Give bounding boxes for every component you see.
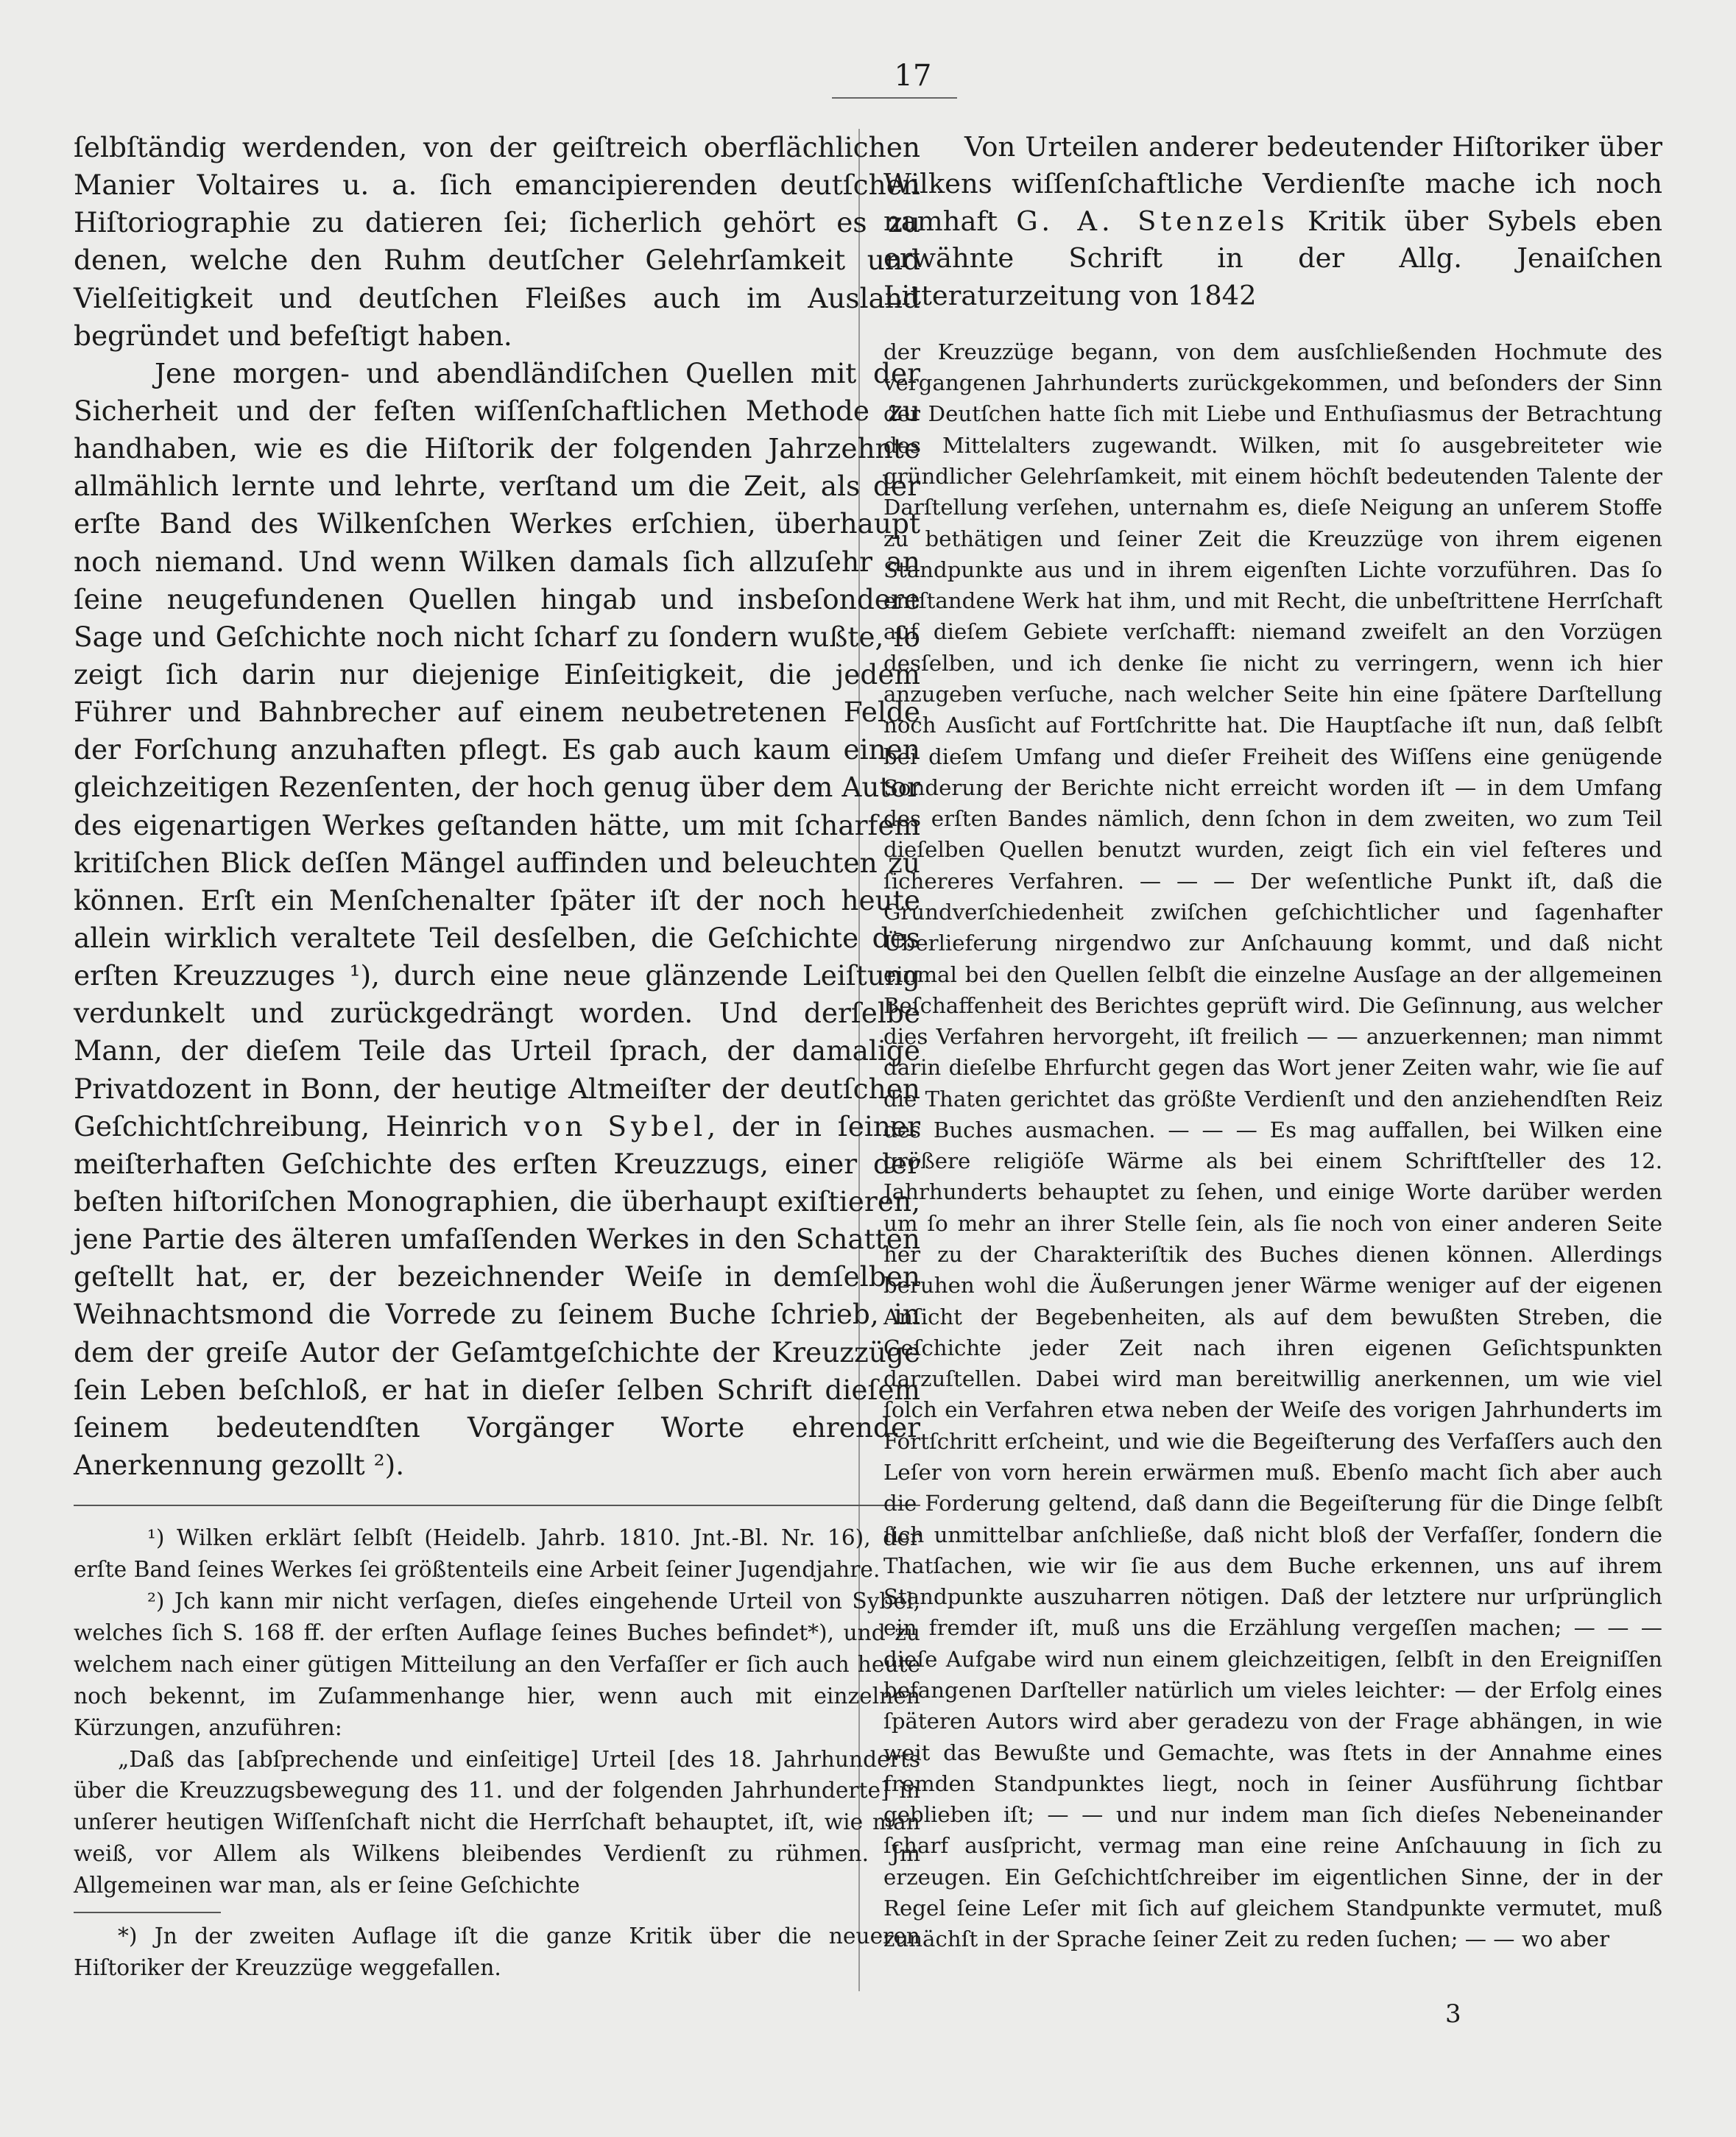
quotation-block: der Kreuzzüge begann, von dem ausſchließenden Hochmute des vergangenen Jahrhunderts zurückgekommen, und beſonders der Sinn der Deutſchen hatte ſich mit Liebe und Enthuſiasmus der Betrachtung des Mittelalters zugewandt. Wilken, mit ſo ausgebreiteter wie gründlicher Gelehrſamkeit, mit einem höchſt bedeutenden Talente der Darſtellung verſehen, unternahm es, dieſe Neigung an unſerem Stoffe zu bethätigen und ſeiner Zeit die Kreuzzüge von ihrem eigenen Standpunkte aus und in ihrem eigenſten Lichte vorzuführen. Das ſo entſtandene Werk hat ihm, und mit Recht, die unbeſtrittene Herrſchaft auf dieſem Gebiete verſchafft: niemand zweifelt an den Vorzügen desſelben, und ich denke ſie nicht zu verringern, wenn ich hier anzugeben verſuche, nach welcher Seite hin eine ſpätere Darſtellung noch Ausſicht auf Fortſchritte hat. Die Hauptſache iſt nun, daß ſelbſt bei dieſem Umfang und dieſer Freiheit des Wiſſens eine genügende Sonderung der Berichte nicht erreicht worden iſt — in dem Umfang des erſten Bandes nämlich, denn ſchon in dem zweiten, wo zum Teil dieſelben Quellen benutzt wurden, zeigt ſich ein viel feſteres und ſichereres Verfahren. — — — Der weſentliche Punkt iſt, daß die Grundverſchiedenheit zwiſchen geſchichtlicher und ſagenhafter Überlieferung nirgendwo zur Anſchauung kommt, und daß nicht einmal bei den Quellen ſelbſt die einzelne Ausſage an der allgemeinen Beſchaffenheit des Berichtes geprüft wird. Die Geſinnung, aus welcher dies Verfahren hervorgeht, iſt freilich — — anzuerkennen; man nimmt darin dieſelbe Ehrfurcht gegen das Wort jener Zeiten wahr, wie ſie auf die Thaten gerichtet das größte Verdienſt und den anziehendſten Reiz des Buches ausmachen. — — — Es mag auffallen, bei Wilken eine größere religiöſe Wärme als bei einem Schriftſteller des 12. Jahrhunderts behauptet zu ſehen, und einige Worte darüber werden um ſo mehr an ihrer Stelle ſein, als ſie noch von einer anderen Seite her zu der Charakteriſtik des Buches dienen können. Allerdings beruhen wohl die Äußerungen jener Wärme weniger auf der eigenen Anſicht der Begebenheiten, als auf dem bewußten Streben, die Geſchichte jeder Zeit nach ihren eigenen Geſichtspunkten darzuſtellen. Dabei wird man bereitwillig anerkennen, um wie viel ſolch ein Verfahren etwa neben der Weiſe des vorigen Jahrhunderts im Fortſchritt erſcheint, und wie die Begeiſterung des Verfaſſers auch den Leſer von vorn herein erwärmen muß. Ebenſo macht ſich aber auch die Forderung geltend, daß dann die Begeiſterung für die Dinge ſelbſt ſich unmittelbar anſchließe, daß nicht bloß der Verfaſſer, ſondern die Thatſachen, wie wir ſie aus dem Buche erkennen, uns auf ihrem Standpunkte auszuharren nötigen. Daß der letztere nur urſprünglich ein fremder iſt, muß uns die Erzählung vergeſſen machen; — — — dieſe Aufgabe wird nun einem gleichzeitigen, ſelbſt in den Ereigniſſen befangenen Darſteller natürlich um vieles leichter: — der Erfolg eines ſpäteren Autors wird aber geradezu von der Frage abhängen, in wie weit das Bewußte und Gemachte, was ſtets in der Annahme eines fremden Standpunktes liegt, noch in ſeiner Ausführung ſichtbar geblieben iſt; — — und nur indem man ſich dieſes Nebeneinander ſcharf ausſpricht, vermag man eine reine Anſchauung in ſich zu erzeugen. Ein Geſchichtſchreiber im eigentlichen Sinne, der in der Regel ſeine Leſer mit ſich auf gleichem Standpunkte vermutet, muß zunächſt in der Sprache ſeiner Zeit zu reden ſuchen; — — wo aber [883,339,1662,1952]
paragraph-text-b: Kritik über Sybels eben erwähnte Schrift in der Allg. Jenaiſchen Litteraturzeitung von 1842 [883,205,1663,311]
paragraph-sources [74,355,920,1484]
footnote-star-rule [74,1912,221,1913]
footnote-rule [74,1505,920,1506]
paragraph-text-a: Von Urteilen anderer bedeutender Hiſtoriker über Wilkens wiſſenſchaftliche Verdienſte mache ich noch namhaft [883,131,1662,237]
footnote-1: ¹) Wilken erklärt ſelbſt (Heidelb. Jahrb. 1810. Jnt.-Bl. Nr. 16), der erſte Band ſeines Werkes ſei größtenteils eine Arbeit ſeiner Jugendjahre. [74,1525,920,1582]
right-column [883,129,1662,1955]
signature-mark: 3 [1445,1999,1461,2029]
footnote-2-quote: „Daß das [abſprechende und einſeitige] Urteil [des 18. Jahrhunderts über die Kreuzzugsbewegung des 11. und der folgenden Jahrhunderte] in unſerer heutigen Wiſſenſchaft nicht die Herrſchaft behauptet, iſt, wie man weiß, vor Allem als Wilkens bleibendes Verdienſt zu rühmen. Jm Allgemeinen war man, als er ſeine Geſchichte [74,1745,920,1898]
footnote-2: ²) Jch kann mir nicht verſagen, dieſes eingehende Urteil von Sybel, welches ſich S. 168 ff. der erſten Auflage ſeines Buches befindet*), und zu welchem nach einer gütigen Mitteilung an den Verfaſſer er ſich auch heute noch bekennt, im Zuſammenhange hier, wenn auch mit einzelnen Kürzungen, anzuführen: [74,1587,920,1740]
header-rule [832,97,957,99]
paragraph-continued: ſelbſtändig werdenden, von der geiſtreich oberflächlichen Manier Voltaires u. a. ſich emancipierenden deutſchen Hiſtoriographie zu datieren ſei; ſicherlich gehört es zu denen, welche den Ruhm deutſcher Gelehrſamkeit und Vielſeitigkeit und deutſchen Fleißes auch im Ausland begründet und befeſtigt haben. [74,131,920,352]
paragraph-text-a: Jene morgen- und abendländiſchen Quellen mit der Sicherheit und der feſten wiſſenſchaftlichen Methode zu handhaben, wie es die Hiſtorik der folgenden Jahrzehnte allmählich lernte und lehrte, verſtand um die Zeit, als der erſte Band des Wilkenſchen Werkes erſchien, überhaupt noch niemand. Und wenn Wilken damals ſich allzuſehr an ſeine neugefundenen Quellen hingab und insbeſondere Sage und Geſchichte noch nicht ſcharf zu ſondern wußte, ſo zeigt ſich darin nur diejenige Einſeitigkeit, die jedem Führer und Bahnbrecher auf einem neubetretenen Felde der Forſchung anzuhaften pflegt. Es gab auch kaum einen gleichzeitigen Rezenſenten, der hoch genug über dem Autor des eigenartigen Werkes geſtanden hätte, um mit ſcharfem kritiſchen Blick deſſen Mängel auffinden und beleuchten zu können. Erſt ein Menſchenalter ſpäter iſt der noch heute allein wirklich veraltete Teil desſelben, die Geſchichte des erſten Kreuzzuges ¹), durch eine neue glänzende Leiſtung verdunkelt und zurückgedrängt worden. Und derſelbe Mann, der dieſem Teile das Urteil ſprach, der damalige Privatdozent in Bonn, der heutige Altmeiſter der deutſchen Geſchichtſchreibung, Heinrich [74,356,920,1142]
author-name-sybel: von Sybel [523,1109,708,1142]
paragraph-stenzel [883,129,1662,314]
left-column [74,129,920,1984]
author-name-stenzel: G. A. Stenzels [1016,205,1289,237]
footnote-star: *) Jn der zweiten Auflage iſt die ganze Kritik über die neueren Hiſtoriker der Kreuzzüge weggefallen. [74,1923,920,1981]
paragraph-text-b: , der in ſeiner meiſterhaften Geſchichte des erſten Kreuzzugs, einer der beſten hiſtoriſchen Monographien, die überhaupt exiſtieren, jene Partie des älteren umfaſſenden Werkes in den Schatten geſtellt hat, er, der bezeichnender Weiſe in demſelben Weihnachtsmond die Vorrede zu ſeinem Buche ſchrieb, in dem der greiſe Autor der Geſamtgeſchichte der Kreuzzüge ſein Leben beſchloß, er hat in dieſer ſelben Schrift dieſem ſeinem bedeutendſten Vorgänger Worte ehrender Anerkennung gezollt ²). [74,1109,920,1481]
page-number: 17 [894,59,932,93]
